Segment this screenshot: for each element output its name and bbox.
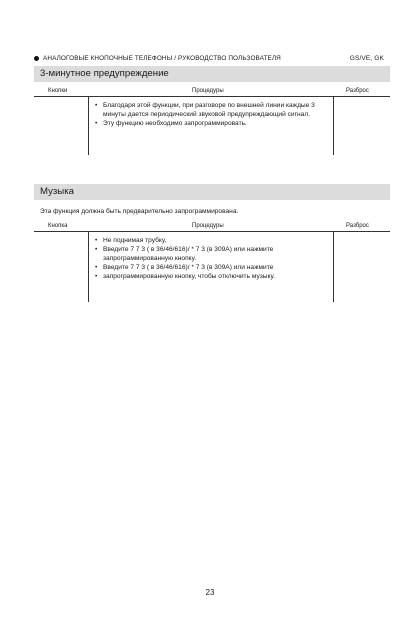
table-header-3min bbox=[34, 86, 390, 97]
column-divider bbox=[88, 97, 89, 155]
section-note: Эта функция должна быть предварительно запрограммирована. bbox=[40, 208, 239, 215]
procedure-list-3min bbox=[95, 101, 330, 128]
procedure-item: • Введите 7 7 3 ( в 36/46/616)/ * 7 3 (в 309А) или нажмите запрограммированную кнопку. bbox=[95, 245, 330, 263]
page-header bbox=[34, 52, 384, 64]
header-model: GS/VE, GK bbox=[349, 54, 384, 62]
procedure-item: • Не поднимая трубку, bbox=[95, 236, 330, 245]
column-connector: Разброс bbox=[346, 88, 369, 94]
procedure-item: • Эту функцию необходимо запрограммировать. bbox=[95, 119, 330, 128]
section-title-3min-warning: 3-минутное предупреждение bbox=[34, 66, 390, 82]
column-buttons: Кнопки bbox=[48, 88, 68, 94]
column-divider bbox=[333, 97, 334, 155]
column-procedures: Процедуры bbox=[192, 223, 224, 229]
table-header-music bbox=[34, 221, 390, 232]
procedure-item: • Благодаря этой функции, при разговоре по внешней линии каждые 3 минуты дается периодический звуковой предупреждающий сигнал. bbox=[95, 101, 330, 119]
section-title-music: Музыка bbox=[34, 184, 390, 200]
procedure-item: • Введите 7 7 3 ( в 36/46/616)/ * 7 3 (в 309А) или нажмите bbox=[95, 263, 330, 272]
procedure-list-music bbox=[95, 236, 330, 281]
page-number: 23 bbox=[205, 588, 215, 597]
column-divider bbox=[333, 232, 334, 302]
column-buttons: Кнопка bbox=[48, 223, 68, 229]
column-divider bbox=[88, 232, 89, 302]
bullet-icon bbox=[34, 56, 39, 61]
procedure-item: • запрограммированную кнопку, чтобы отключить музыку. bbox=[95, 272, 330, 281]
column-connector: Разброс bbox=[346, 223, 369, 229]
header-title: АНАЛОГОВЫЕ КНОПОЧНЫЕ ТЕЛЕФОНЫ / РУКОВОДСТВО ПОЛЬЗОВАТЕЛЯ bbox=[43, 54, 281, 62]
column-procedures: Процедуры bbox=[192, 88, 224, 94]
